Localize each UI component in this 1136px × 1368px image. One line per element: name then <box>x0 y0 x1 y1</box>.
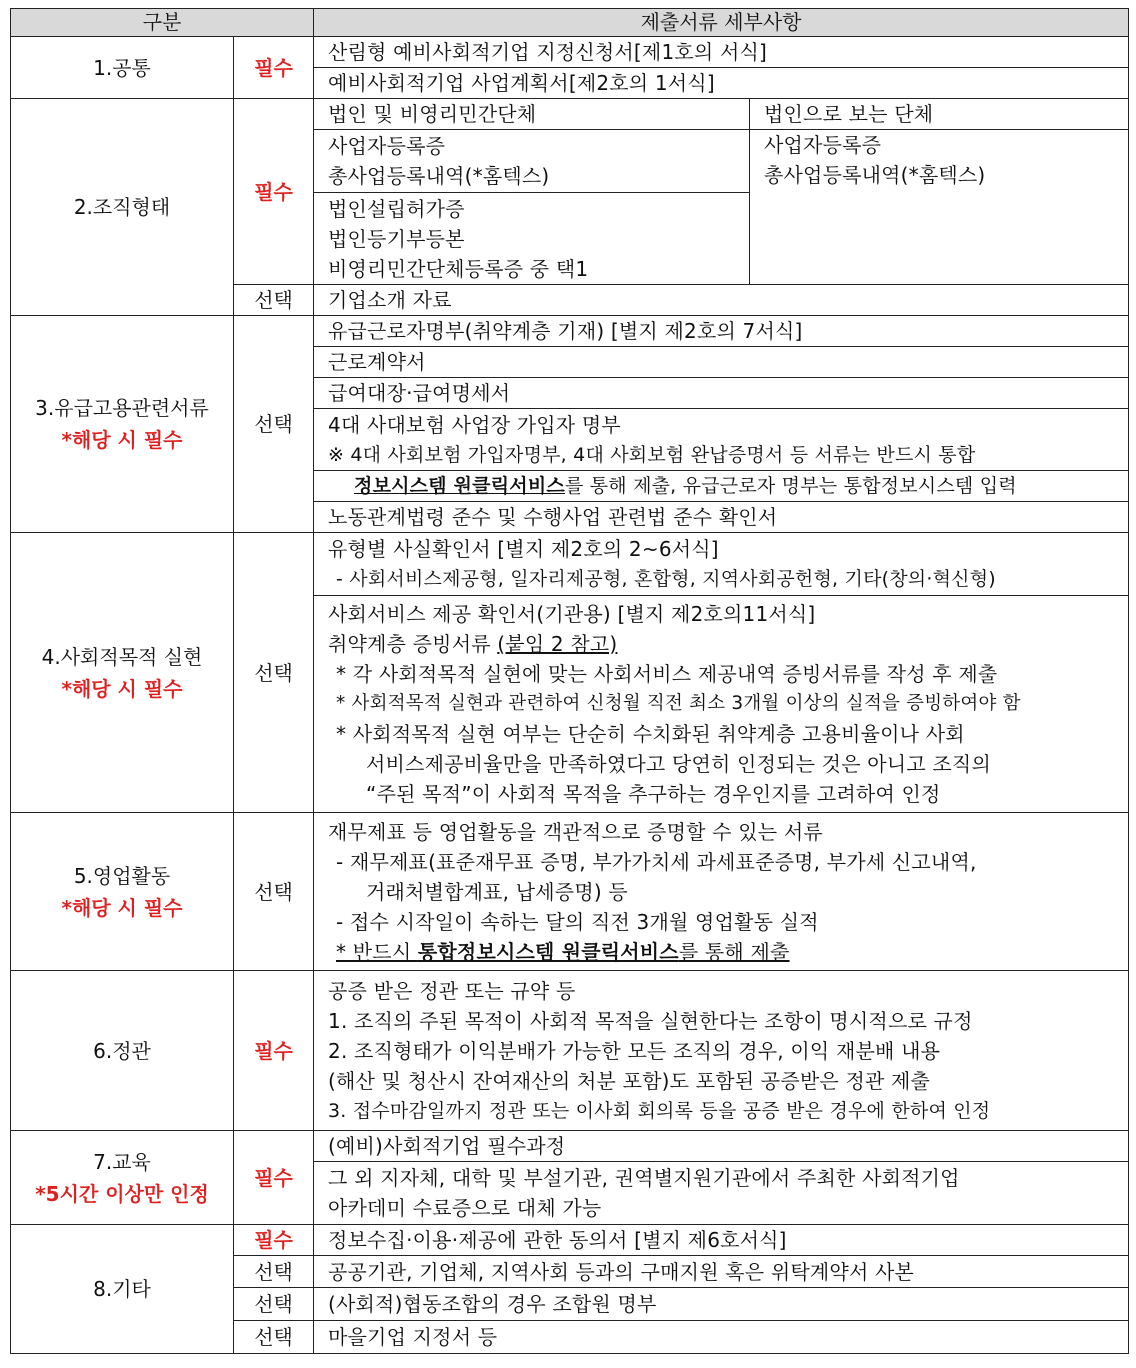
detail-line: 근로계약서 <box>314 347 1129 378</box>
required-badge: 필수 <box>234 1225 314 1256</box>
required-badge: 필수 <box>234 37 314 99</box>
detail-line: (사회적)협동조합의 경우 조합원 명부 <box>314 1288 1129 1321</box>
detail-line: 공공기관, 기업체, 지역사회 등과의 구매지원 혹은 위탁계약서 사본 <box>314 1256 1129 1288</box>
detail-line: 예비사회적기업 사업계획서[제2호의 1서식] <box>314 68 1129 99</box>
category-education: 7.교육 *5시간 이상만 인정 <box>11 1131 234 1225</box>
org-left-docs-a: 사업자등록증 총사업등록내역(*홈텍스) <box>314 130 750 193</box>
org-left-docs-b: 법인설립허가증 법인등기부등본 비영리민간단체등록증 중 택1 <box>314 193 750 285</box>
detail-block: 4대 사대보험 사업장 가입자 명부 ※ 4대 사회보험 가입자명부, 4대 사회보험 완납증명서 등 서류는 반드시 통합 <box>314 409 1129 471</box>
conditional-note: *해당 시 필수 <box>61 895 183 920</box>
category-common: 1.공통 <box>11 37 234 99</box>
required-badge: 필수 <box>234 971 314 1131</box>
detail-block: 그 외 지자체, 대학 및 부설기관, 권역별지원기관에서 주최한 사회적기업 아카데미 수료증으로 대체 가능 <box>314 1162 1129 1225</box>
category-org-type: 2.조직형태 <box>11 99 234 316</box>
conditional-note: *해당 시 필수 <box>61 676 183 701</box>
org-left-head: 법인 및 비영리민간단체 <box>314 99 750 130</box>
header-category: 구분 <box>11 9 314 37</box>
notice-line: ※ 4대 사회보험 가입자명부, 4대 사회보험 완납증명서 등 서류는 반드시 통합 <box>328 443 976 466</box>
optional-badge: 선택 <box>234 533 314 813</box>
detail-line: 노동관계법령 준수 및 수행사업 관련법 준수 확인서 <box>314 502 1129 533</box>
detail-block: 재무제표 등 영업활동을 객관적으로 증명할 수 있는 서류 - 재무제표(표준재무표 증명, 부가가치세 과세표준증명, 부가세 신고내역, 거래처별합계표, 납세증명) 등 - 접수 시작일이 속하는 달의 직전 3개월 영업활동 실적 * 반드시 통합정보시스템 원클릭서비스를 통해 제출 <box>314 813 1129 971</box>
conditional-note: *5시간 이상만 인정 <box>35 1181 209 1206</box>
required-badge: 필수 <box>234 99 314 285</box>
detail-block: 사회서비스 제공 확인서(기관용) [별지 제2호의11서식] 취약계층 증빙서류 (붙임 2 참고) * 각 사회적목적 실현에 맞는 사회서비스 제공내역 증빙서류를 작성 후 제출 * 사회적목적 실현과 관련하여 신청월 직전 최소 3개월 이상의 실적을 증빙하여야 함 * 사회적목적 실현 여부는 단순히 수치화된 취약계층 고용비율이나 사회 서비스제공비율만을 만족하였다고 당연히 인정되는 것은 아니고 조직의 “주된 목적”이 사회적 목적을 추구하는 경우인지를 고려하여 인정 <box>314 596 1129 813</box>
header-details: 제출서류 세부사항 <box>314 9 1129 37</box>
detail-line: 유급근로자명부(취약계층 기재) [별지 제2호의 7서식] <box>314 316 1129 347</box>
optional-badge: 선택 <box>234 813 314 971</box>
detail-block: 공증 받은 정관 또는 규약 등 1. 조직의 주된 목적이 사회적 목적을 실현한다는 조항이 명시적으로 규정 2. 조직형태가 이익분배가 가능한 모든 조직의 경우, 이익 재분배 내용 (해산 및 청산시 잔여재산의 처분 포함)도 포함된 공증받은 정관 제출 3. 접수마감일까지 정관 또는 이사회 회의록 등을 공증 받은 경우에 한하여 인정 <box>314 971 1129 1131</box>
conditional-note: *해당 시 필수 <box>61 428 183 452</box>
detail-line: (예비)사회적기업 필수과정 <box>314 1131 1129 1162</box>
optional-badge: 선택 <box>234 316 314 533</box>
header-row <box>11 9 1129 37</box>
detail-line: 급여대장·급여명세서 <box>314 378 1129 409</box>
detail-block: 유형별 사실확인서 [별지 제2호의 2~6서식] - 사회서비스제공형, 일자리제공형, 혼합형, 지역사회공헌형, 기타(창의·혁신형) <box>314 533 1129 596</box>
optional-badge: 선택 <box>234 1321 314 1354</box>
category-other: 8.기타 <box>11 1225 234 1354</box>
detail-line: 기업소개 자료 <box>314 285 1129 316</box>
category-paid-employment: 3.유급고용관련서류 *해당 시 필수 <box>11 316 234 533</box>
detail-line: 정보수집·이용·제공에 관한 동의서 [별지 제6호서식] <box>314 1225 1129 1256</box>
org-right-docs: 사업자등록증 총사업등록내역(*홈텍스) <box>750 130 1129 285</box>
notice-continuation: 정보시스템 원클릭서비스를 통해 제출, 유급근로자 명부는 통합정보시스템 입력 <box>314 471 1129 502</box>
optional-badge: 선택 <box>234 285 314 316</box>
org-right-head: 법인으로 보는 단체 <box>750 99 1129 130</box>
category-business-activity: 5.영업활동 *해당 시 필수 <box>11 813 234 971</box>
optional-badge: 선택 <box>234 1288 314 1321</box>
optional-badge: 선택 <box>234 1256 314 1288</box>
document-requirements-table <box>10 8 1129 1354</box>
category-articles: 6.정관 <box>11 971 234 1131</box>
detail-line: 산림형 예비사회적기업 지정신청서[제1호의 서식] <box>314 37 1129 68</box>
required-badge: 필수 <box>234 1131 314 1225</box>
category-social-purpose: 4.사회적목적 실현 *해당 시 필수 <box>11 533 234 813</box>
detail-line: 마을기업 지정서 등 <box>314 1321 1129 1354</box>
